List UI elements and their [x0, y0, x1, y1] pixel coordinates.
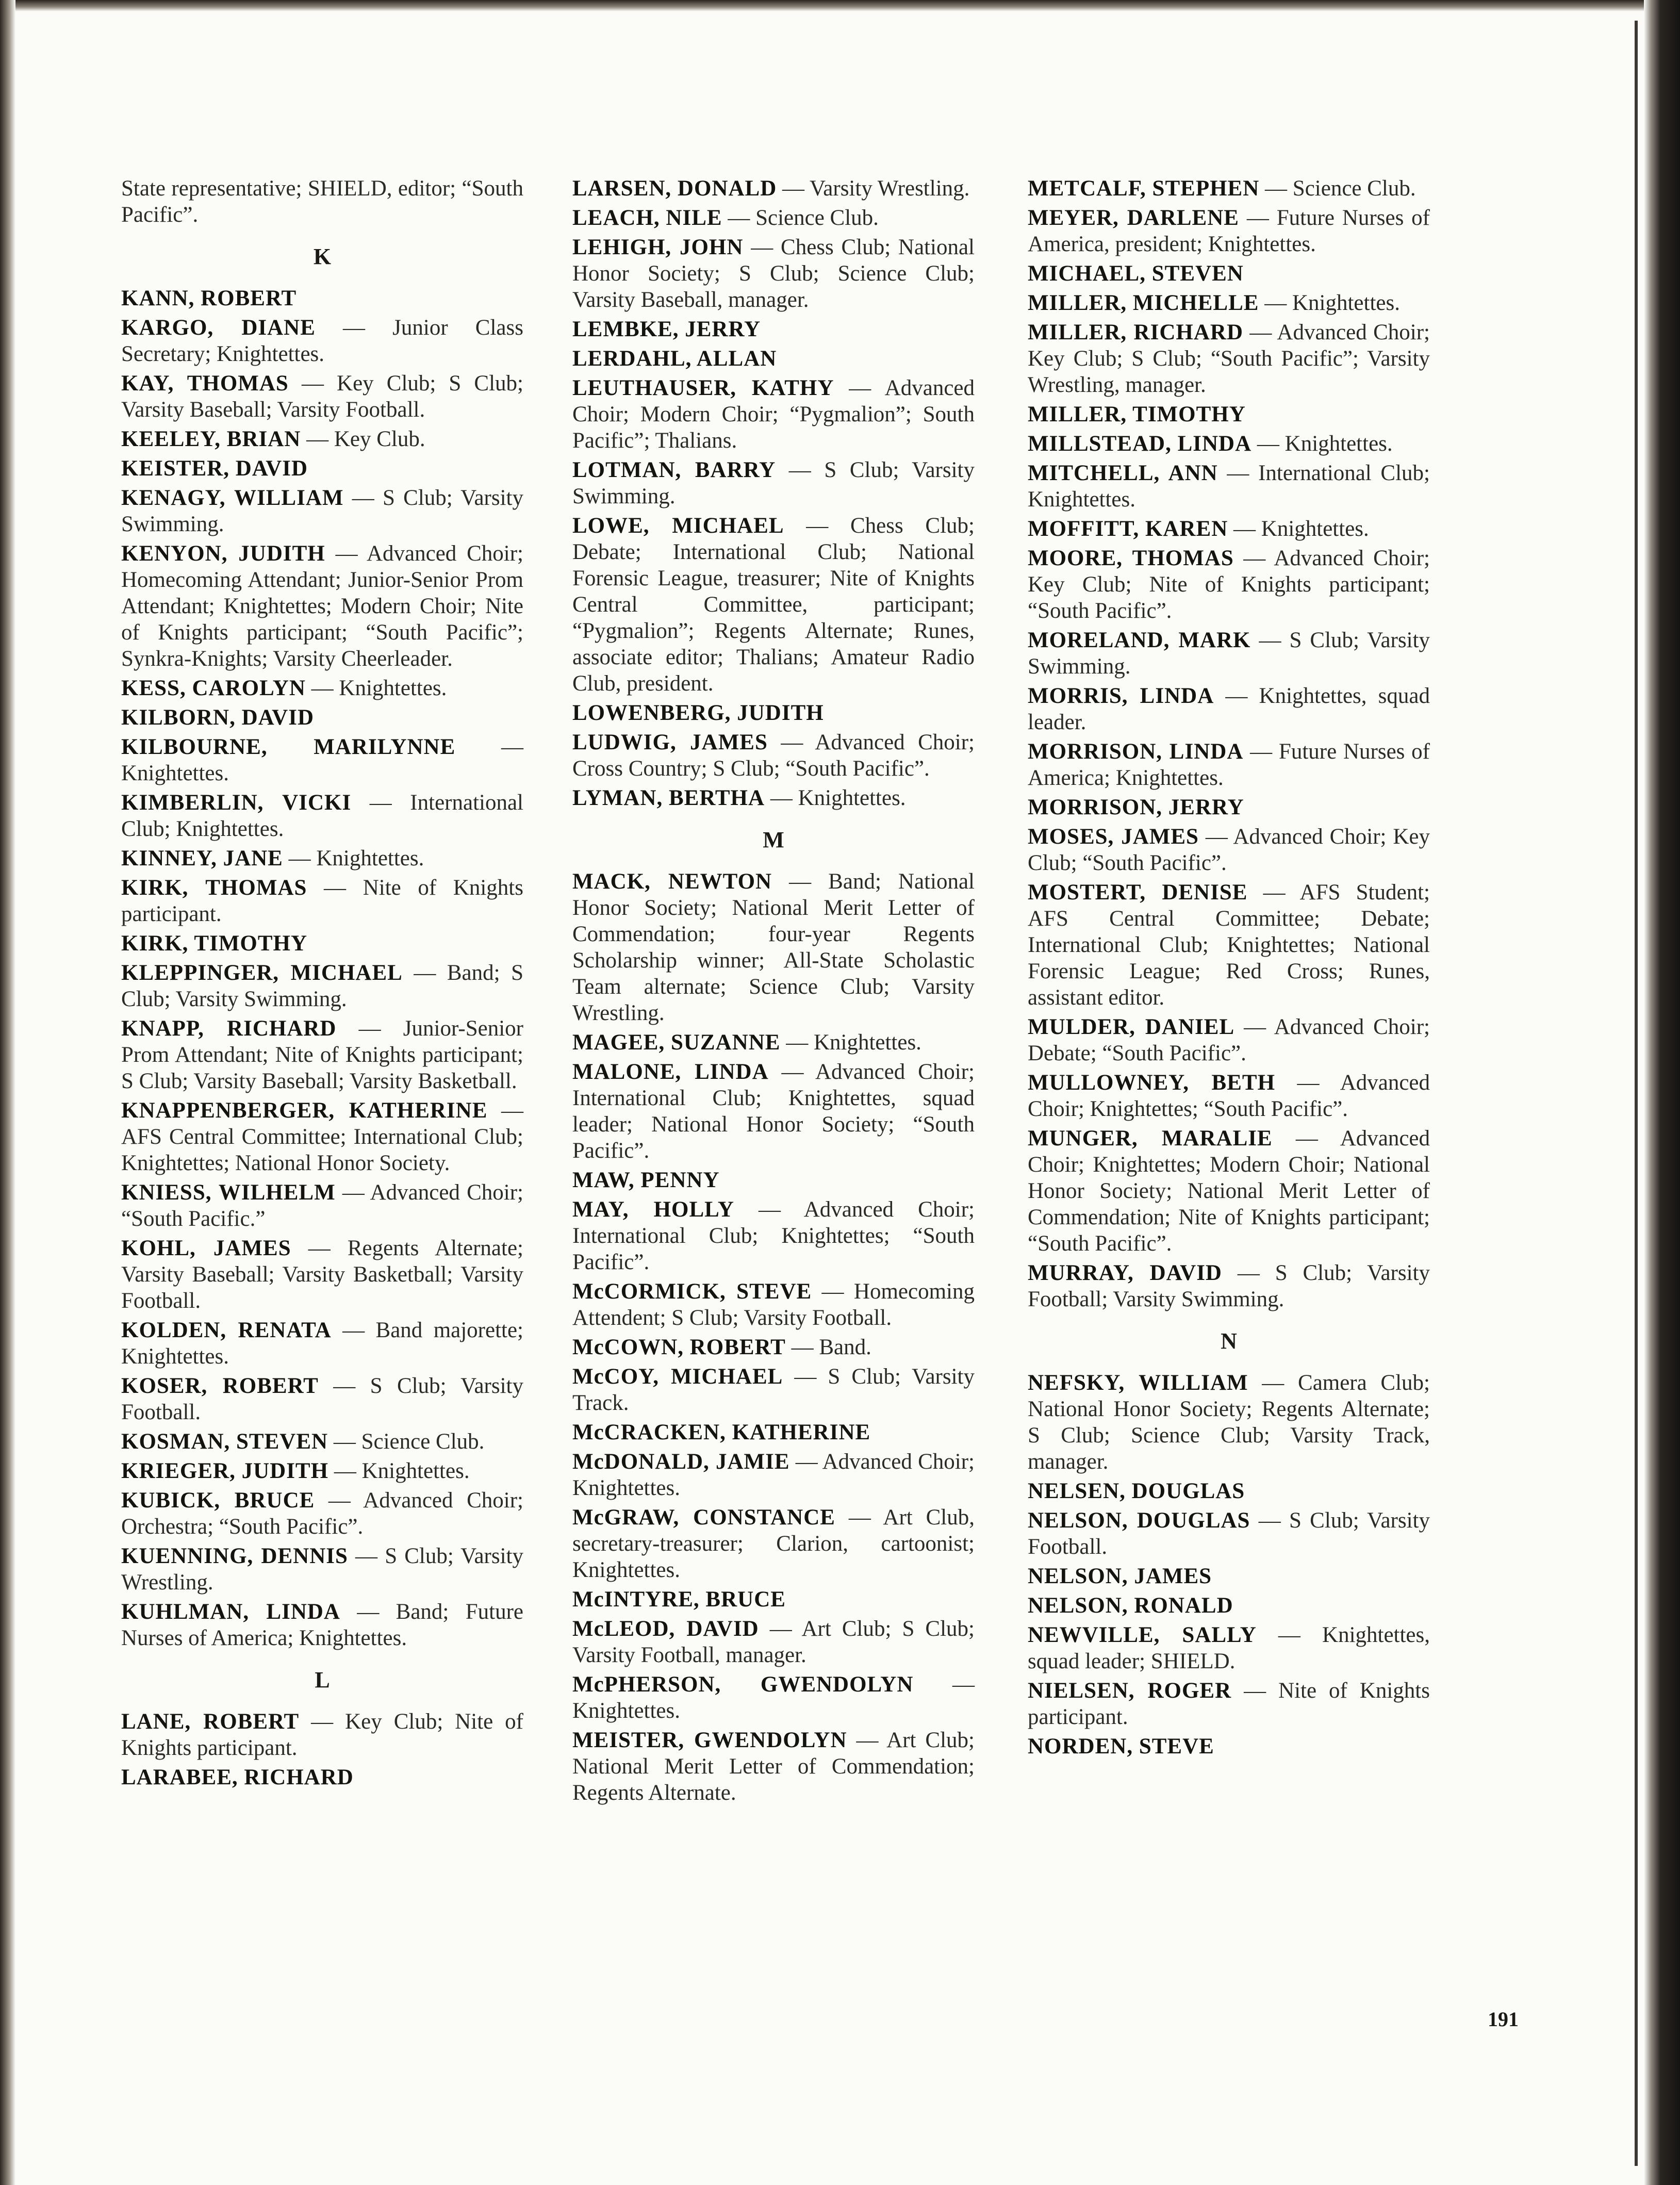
- student-name: MILLER, MICHELLE: [1028, 291, 1259, 315]
- student-activities: — S Club; Varsity Football.: [121, 1374, 523, 1424]
- student-entry: [1028, 1014, 1430, 1066]
- student-name: LYMAN, BERTHA: [572, 786, 765, 810]
- student-name: LARSEN, DONALD: [572, 176, 777, 201]
- student-entry: [1028, 1070, 1430, 1122]
- student-activities: — Nite of Knights participant.: [121, 876, 523, 926]
- page-top-edge: [0, 0, 1680, 11]
- student-activities: State representative; SHIELD, editor; “South Pacific”.: [121, 176, 523, 227]
- student-entry: [1028, 1678, 1430, 1730]
- student-name: MOSTERT, DENISE: [1028, 880, 1248, 905]
- student-name: LOWE, MICHAEL: [572, 514, 784, 538]
- student-activities: — Knightettes.: [283, 846, 424, 870]
- student-name: KILBORN, DAVID: [121, 705, 314, 730]
- student-name: NEWVILLE, SALLY: [1028, 1623, 1257, 1647]
- student-entry: [1028, 319, 1430, 398]
- student-name: McCOWN, ROBERT: [572, 1335, 786, 1359]
- student-activities: — Advanced Choir; “South Pacific.”: [121, 1180, 523, 1231]
- student-entry: [121, 930, 523, 957]
- student-activities: — Varsity Wrestling.: [777, 176, 970, 201]
- student-entry: [572, 457, 975, 510]
- student-name: KAY, THOMAS: [121, 371, 289, 396]
- student-name: MAW, PENNY: [572, 1168, 720, 1192]
- student-activities: — Advanced Choir; Orchestra; “South Pacific”.: [121, 1488, 523, 1539]
- student-name: KUBICK, BRUCE: [121, 1488, 315, 1513]
- student-activities: — Future Nurses of America, president; Knightettes.: [1028, 206, 1430, 256]
- page-number: 191: [1488, 2008, 1519, 2031]
- student-entry: [121, 960, 523, 1012]
- student-entry: [1028, 683, 1430, 735]
- student-entry: [572, 1334, 975, 1360]
- student-activities: — Science Club.: [722, 206, 879, 230]
- student-entry: [1028, 627, 1430, 680]
- student-entry: [121, 1235, 523, 1314]
- student-activities: — Knightettes.: [572, 1672, 975, 1723]
- student-entry: [572, 1363, 975, 1416]
- student-entry: [121, 704, 523, 731]
- student-name: MORRIS, LINDA: [1028, 684, 1214, 708]
- student-activities: — Knightettes.: [765, 786, 906, 810]
- student-name: LEACH, NILE: [572, 206, 722, 230]
- student-name: KIMBERLIN, VICKI: [121, 791, 352, 815]
- student-entry: [572, 729, 975, 782]
- student-name: LOWENBERG, JUDITH: [572, 701, 824, 725]
- student-name: NIELSEN, ROGER: [1028, 1679, 1232, 1703]
- student-entry: [121, 1708, 523, 1761]
- student-name: KOHL, JAMES: [121, 1236, 291, 1260]
- student-name: KANN, ROBERT: [121, 286, 297, 310]
- student-entry: [1028, 205, 1430, 257]
- student-name: KOLDEN, RENATA: [121, 1318, 332, 1342]
- student-activities: — Camera Club; National Honor Society; Regents Alternate; S Club; Science Club; Varsity Track, manager.: [1028, 1371, 1430, 1474]
- student-activities: — Junior Class Secretary; Knightettes.: [121, 316, 523, 366]
- student-activities: — Band; Future Nurses of America; Knightettes.: [121, 1600, 523, 1650]
- student-entry: [1028, 290, 1430, 316]
- student-entry: [1028, 1478, 1430, 1504]
- student-entry: [121, 675, 523, 701]
- student-activities: — Advanced Choir; Knightettes.: [572, 1450, 975, 1500]
- student-activities: — Advanced Choir; Debate; “South Pacific”.: [1028, 1015, 1430, 1065]
- student-name: NELSON, DOUGLAS: [1028, 1508, 1250, 1533]
- section-letter-heading: N: [1221, 1328, 1237, 1354]
- student-name: MURRAY, DAVID: [1028, 1261, 1222, 1285]
- student-name: McCOY, MICHAEL: [572, 1365, 783, 1389]
- student-entry: [1028, 460, 1430, 513]
- student-activities: — Knightettes, squad leader; SHIELD.: [1028, 1623, 1430, 1673]
- student-entry: [572, 1586, 975, 1613]
- student-activities: — International Club; Knightettes.: [121, 791, 523, 841]
- student-activities: — S Club; Varsity Swimming.: [1028, 628, 1430, 679]
- student-name: NELSEN, DOUGLAS: [1028, 1479, 1245, 1503]
- student-activities: — Chess Club; National Honor Society; S Club; Science Club; Varsity Baseball, manager.: [572, 235, 975, 312]
- student-name: MOSES, JAMES: [1028, 825, 1199, 849]
- student-name: MALONE, LINDA: [572, 1060, 769, 1084]
- student-entry: [1028, 794, 1430, 820]
- student-entry: [1028, 1125, 1430, 1257]
- student-name: MEISTER, GWENDOLYN: [572, 1728, 847, 1752]
- student-activities: — S Club; Varsity Wrestling.: [121, 1544, 523, 1595]
- student-activities: — Knightettes.: [1228, 517, 1369, 541]
- student-activities: — Regents Alternate; Varsity Baseball; Varsity Basketball; Varsity Football.: [121, 1236, 523, 1313]
- student-activities: — Knightettes.: [121, 735, 523, 785]
- student-name: MILLER, TIMOTHY: [1028, 402, 1246, 426]
- student-activities: — Key Club.: [301, 427, 425, 451]
- section-letter-heading: K: [313, 244, 332, 269]
- student-name: KRIEGER, JUDITH: [121, 1459, 329, 1483]
- student-name: KESS, CAROLYN: [121, 676, 306, 700]
- student-entry: [121, 1543, 523, 1596]
- student-activities: — Junior-Senior Prom Attendant; Nite of Knights participant; S Club; Varsity Baseball; Varsity Basketball.: [121, 1016, 523, 1093]
- student-entry: [1028, 516, 1430, 542]
- student-activities: — Art Club; S Club; Varsity Football, manager.: [572, 1617, 975, 1667]
- student-name: MULLOWNEY, BETH: [1028, 1071, 1276, 1095]
- student-name: LEHIGH, JOHN: [572, 235, 744, 259]
- student-entry: [572, 1449, 975, 1501]
- student-activities: — Key Club; S Club; Varsity Baseball; Varsity Football.: [121, 371, 524, 422]
- student-entry: [121, 845, 523, 872]
- page-left-edge: [0, 0, 15, 2185]
- student-entry: [572, 785, 975, 811]
- student-entry: [1028, 1260, 1430, 1312]
- student-activities: — Advanced Choir; International Club; Knightettes, squad leader; National Honor Society; “South Pacific”.: [572, 1060, 975, 1163]
- student-entry: [121, 1764, 523, 1790]
- student-name: KILBOURNE, MARILYNNE: [121, 735, 456, 759]
- student-name: MORRISON, JERRY: [1028, 795, 1244, 819]
- student-entry: [572, 513, 975, 697]
- student-entry: [121, 315, 523, 367]
- student-name: LUDWIG, JAMES: [572, 730, 768, 754]
- senior-index-column-1: [121, 175, 523, 1794]
- student-entry: [1028, 1563, 1430, 1589]
- student-entry: [572, 346, 975, 372]
- student-entry: [1028, 824, 1430, 876]
- student-name: NORDEN, STEVE: [1028, 1734, 1214, 1759]
- student-name: MILLER, RICHARD: [1028, 320, 1243, 344]
- student-activities: — Band.: [785, 1335, 871, 1359]
- student-name: MOFFITT, KAREN: [1028, 517, 1228, 541]
- student-name: KNAPP, RICHARD: [121, 1016, 337, 1041]
- student-name: LARABEE, RICHARD: [121, 1765, 354, 1789]
- student-activities: — Band; National Honor Society; National Merit Letter of Commendation; four-year Regents Scholarship winner; All-State Scholastic Team alternate; Science Club; Varsity Wrestling.: [572, 869, 975, 1025]
- student-activities: — Knightettes.: [1251, 432, 1393, 456]
- student-name: MITCHELL, ANN: [1028, 461, 1218, 485]
- student-entry: [121, 1487, 523, 1540]
- student-activities: — Science Club.: [328, 1430, 485, 1454]
- student-name: MORRISON, LINDA: [1028, 740, 1244, 764]
- student-entry: [572, 1671, 975, 1724]
- student-name: MILLSTEAD, LINDA: [1028, 432, 1252, 456]
- student-entry: [572, 1196, 975, 1275]
- student-entry: [1028, 1592, 1430, 1619]
- student-name: METCALF, STEPHEN: [1028, 176, 1260, 201]
- student-entry: [1028, 545, 1430, 624]
- student-name: MEYER, DARLENE: [1028, 206, 1239, 230]
- student-activities: — Advanced Choir; Cross Country; S Club; “South Pacific”.: [572, 730, 975, 781]
- student-activities: — Advanced Choir; Key Club; “South Pacific”.: [1028, 825, 1430, 875]
- student-entry: [121, 1428, 523, 1455]
- student-name: NELSON, JAMES: [1028, 1564, 1212, 1588]
- student-entry: [572, 175, 975, 202]
- student-name: MOORE, THOMAS: [1028, 546, 1234, 570]
- student-activities: — S Club; Varsity Football.: [1028, 1508, 1430, 1559]
- student-entry: [572, 1727, 975, 1806]
- senior-index-column-2: [572, 175, 975, 1809]
- section-letter-heading: M: [763, 827, 784, 852]
- student-name: LOTMAN, BARRY: [572, 458, 776, 482]
- student-name: NEFSKY, WILLIAM: [1028, 1371, 1248, 1395]
- student-activities: — Advanced Choir; Knightettes; “South Pacific”.: [1028, 1071, 1430, 1121]
- student-activities: — Nite of Knights participant.: [1028, 1679, 1430, 1729]
- student-activities: — Advanced Choir; Homecoming Attendant; Junior-Senior Prom Attendant; Knightettes; Modern Choir; Nite of Knights participant; “South Pacific”; Synkra-Knights; Varsity Cheerleader.: [121, 541, 523, 671]
- student-entry: [121, 485, 523, 537]
- student-activities: — S Club; Varsity Football; Varsity Swimming.: [1028, 1261, 1430, 1311]
- student-name: MULDER, DANIEL: [1028, 1015, 1235, 1039]
- student-name: LERDAHL, ALLAN: [572, 347, 777, 371]
- student-entry: [121, 1015, 523, 1094]
- student-entry: [121, 790, 523, 842]
- student-name: KENYON, JUDITH: [121, 541, 325, 566]
- student-name: MORELAND, MARK: [1028, 628, 1251, 652]
- student-name: MICHAEL, STEVEN: [1028, 261, 1244, 286]
- student-activities: — Future Nurses of America; Knightettes.: [1028, 740, 1430, 790]
- student-entry: [121, 540, 523, 672]
- student-entry: [121, 1373, 523, 1425]
- student-entry: [1028, 1507, 1430, 1560]
- student-name: McCORMICK, STEVE: [572, 1279, 812, 1304]
- student-entry: [1028, 1370, 1430, 1475]
- student-name: KUENNING, DENNIS: [121, 1544, 348, 1568]
- student-name: LEMBKE, JERRY: [572, 317, 761, 341]
- student-name: MAGEE, SUZANNE: [572, 1030, 781, 1055]
- student-entry: [572, 1167, 975, 1193]
- student-entry: [572, 1059, 975, 1164]
- student-name: KEISTER, DAVID: [121, 456, 308, 481]
- student-name: KINNEY, JANE: [121, 846, 283, 870]
- student-activities: — Band majorette; Knightettes.: [121, 1318, 524, 1369]
- student-activities: — Advanced Choir; Key Club; S Club; “South Pacific”; Varsity Wrestling, manager.: [1028, 320, 1430, 397]
- student-name: LEUTHAUSER, KATHY: [572, 376, 834, 400]
- student-name: KEELEY, BRIAN: [121, 427, 301, 451]
- student-entry: [1028, 738, 1430, 791]
- student-entry: [121, 1097, 523, 1176]
- student-name: KNAPPENBERGER, KATHERINE: [121, 1098, 488, 1123]
- student-name: MUNGER, MARALIE: [1028, 1126, 1273, 1151]
- student-entry: [572, 700, 975, 726]
- student-entry: [572, 868, 975, 1026]
- student-entry: [1028, 260, 1430, 287]
- student-entry: [572, 1029, 975, 1056]
- student-activities: — S Club; Varsity Swimming.: [572, 458, 975, 508]
- student-name: KOSMAN, STEVEN: [121, 1430, 328, 1454]
- student-entry: [121, 285, 523, 311]
- student-name: NELSON, RONALD: [1028, 1593, 1233, 1618]
- student-entry: [1028, 1622, 1430, 1674]
- student-entry: [121, 1458, 523, 1484]
- student-activities: — Knightettes.: [328, 1459, 470, 1483]
- student-entry: [572, 1419, 975, 1445]
- student-name: KIRK, THOMAS: [121, 876, 307, 900]
- student-name: KOSER, ROBERT: [121, 1374, 319, 1398]
- student-entry: [121, 734, 523, 786]
- student-entry: [1028, 879, 1430, 1011]
- student-entry: [121, 1317, 523, 1370]
- student-name: KENAGY, WILLIAM: [121, 486, 344, 510]
- student-activities: — Knightettes, squad leader.: [1028, 684, 1430, 734]
- student-name: McCRACKEN, KATHERINE: [572, 1420, 871, 1444]
- student-activities: — Advanced Choir; International Club; Knightettes; “South Pacific”.: [572, 1197, 975, 1274]
- student-activities: — International Club; Knightettes.: [1028, 461, 1430, 512]
- binding-line: [1635, 21, 1638, 2166]
- student-activities: — Advanced Choir; Key Club; Nite of Knights participant; “South Pacific”.: [1028, 546, 1430, 623]
- student-entry: [121, 1179, 523, 1232]
- student-entry: [121, 175, 523, 228]
- student-name: McGRAW, CONSTANCE: [572, 1505, 835, 1530]
- student-name: MACK, NEWTON: [572, 869, 772, 894]
- student-entry: [572, 375, 975, 454]
- student-name: McLEOD, DAVID: [572, 1617, 759, 1641]
- student-entry: [572, 205, 975, 231]
- student-entry: [572, 1504, 975, 1583]
- student-activities: — Key Club; Nite of Knights participant.: [121, 1710, 523, 1760]
- student-entry: [121, 370, 523, 423]
- student-activities: — AFS Central Committee; International Club; Knightettes; National Honor Society.: [121, 1098, 523, 1175]
- student-activities: — Chess Club; Debate; International Club; National Forensic League, treasurer; Nite of Knights Central Committee, participant; “Pygmalion”; Regents Alternate; Runes, associate editor; Thalians; Amateur Radio Club, president.: [572, 514, 975, 696]
- student-activities: — S Club; Varsity Track.: [572, 1365, 975, 1415]
- student-name: McPHERSON, GWENDOLYN: [572, 1672, 914, 1697]
- student-entry: [1028, 401, 1430, 428]
- student-activities: — Art Club; National Merit Letter of Commendation; Regents Alternate.: [572, 1728, 975, 1805]
- section-letter-heading: L: [315, 1667, 330, 1693]
- student-entry: [572, 1278, 975, 1331]
- student-name: MAY, HOLLY: [572, 1197, 734, 1222]
- student-activities: — Knightettes.: [1259, 291, 1400, 315]
- student-entry: [121, 1599, 523, 1651]
- student-activities: — Knightettes.: [780, 1030, 921, 1055]
- student-entry: [572, 234, 975, 313]
- student-name: McDONALD, JAMIE: [572, 1450, 790, 1474]
- book-spine-shadow: [1644, 0, 1680, 2185]
- student-activities: — Knightettes.: [305, 676, 447, 700]
- student-activities: — Art Club, secretary-treasurer; Clarion, cartoonist; Knightettes.: [572, 1505, 975, 1582]
- student-name: KUHLMAN, LINDA: [121, 1600, 340, 1624]
- student-name: LANE, ROBERT: [121, 1710, 300, 1734]
- student-activities: — Science Club.: [1259, 176, 1416, 201]
- student-entry: [572, 316, 975, 342]
- student-name: KNIESS, WILHELM: [121, 1180, 336, 1205]
- student-activities: — S Club; Varsity Swimming.: [121, 486, 524, 536]
- student-activities: — Band; S Club; Varsity Swimming.: [121, 961, 523, 1011]
- student-entry: [1028, 175, 1430, 202]
- senior-index-column-3: [1028, 175, 1430, 1763]
- student-name: KLEPPINGER, MICHAEL: [121, 961, 403, 985]
- student-entry: [572, 1616, 975, 1668]
- student-activities: — AFS Student; AFS Central Committee; Debate; International Club; Knightettes; National Forensic League; Red Cross; Runes, assistant editor.: [1028, 880, 1430, 1010]
- student-entry: [121, 426, 523, 452]
- student-activities: — Advanced Choir; Knightettes; Modern Choir; National Honor Society; National Merit Letter of Commendation; Nite of Knights participant; “South Pacific”.: [1028, 1126, 1430, 1256]
- student-name: KARGO, DIANE: [121, 316, 316, 340]
- student-name: KIRK, TIMOTHY: [121, 931, 308, 956]
- student-entry: [121, 455, 523, 482]
- student-entry: [121, 875, 523, 927]
- student-activities: — Advanced Choir; Modern Choir; “Pygmalion”; South Pacific”; Thalians.: [572, 376, 975, 453]
- student-name: McINTYRE, BRUCE: [572, 1587, 786, 1612]
- student-entry: [1028, 431, 1430, 457]
- student-activities: — Homecoming Attendent; S Club; Varsity Football.: [572, 1279, 975, 1330]
- student-entry: [1028, 1733, 1430, 1760]
